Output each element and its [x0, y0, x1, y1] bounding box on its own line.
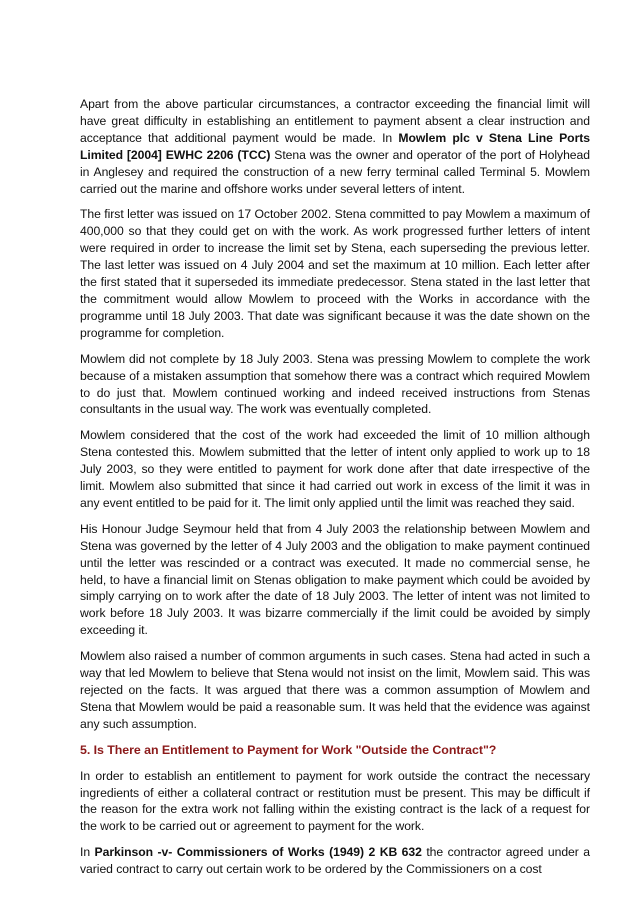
case-citation: Mowlem plc v Stena Line Ports Limited [2004] EWHC 2206 (TCC) [80, 130, 591, 162]
paragraph-completion: Mowlem did not complete by 18 July 2003. Stena was pressing Mowlem to complete the work because of a mistaken assumption that somehow there was a contract which required Mowlem to do just that. Mowlem continued working and indeed received instructions from Stenas consultants in the usual way. The work was eventually completed. [80, 351, 590, 417]
paragraph-first-letter: The first letter was issued on 17 October 2002. Stena committed to pay Mowlem a maximum of 400,000 so that they could get on with the work. As work progressed further letters of intent were required in order to increase the limit set by Stena, each superseding the previous letter. The last letter was issued on 4 July 2004 and set the maximum at 10 million. Each letter after the first stated that it superseded its immediate predecessor. Stena stated in the last letter that the commitment would allow Mowlem to proceed with the Works in accordance with the programme until 18 July 2003. That date was significant because it was the date shown on the programme for completion. [80, 207, 590, 340]
paragraph-judgment: His Honour Judge Seymour held that from 4 July 2003 the relationship between Mowlem and Stena was governed by the letter of 4 July 2003 and the obligation to make payment continued until the letter was rescinded or a contract was executed. It made no commercial sense, he held, to have a financial limit on Stenas obligation to make payment which could be avoided by simply carrying on to work after the date of 18 July 2003. The letter of intent was not limited to work before 18 July 2003. It was bizarre commercially if the limit could be avoided by simply exceeding it. [80, 521, 590, 638]
paragraph-common-arguments: Mowlem also raised a number of common arguments in such cases. Stena had acted in such a way that led Mowlem to believe that Stena would not insist on the limit, Mowlem said. This was rejected on the facts. It was argued that there was a common assumption of Mowlem and Stena that Mowlem would be paid a reasonable sum. It was held that the evidence was against any such assumption. [80, 649, 590, 731]
paragraph-text: the contractor agreed under a varied contract to carry out certain work to be ordered by the Commissioners on a cost [80, 845, 590, 877]
section-heading: 5. Is There an Entitlement to Payment for Work "Outside the Contract"? [80, 742, 497, 757]
paragraph-cost-limit: Mowlem considered that the cost of the work had exceeded the limit of 10 million although Stena contested this. Mowlem submitted that the letter of intent only applied to work up to 18 July 2003, so they were entitled to payment for work done after that date irrespective of the limit. Mowlem also submitted that since it had carried out work in excess of the limit it was in any event entitled to be paid for it. The limit only applied until the limit was reached they said. [80, 428, 590, 510]
document-page [80, 96, 590, 887]
case-citation: Parkinson -v- Commissioners of Works (1949) 2 KB 632 [94, 845, 422, 860]
paragraph-text: In [80, 845, 95, 860]
paragraph-text: Apart from the above particular circumstances, a contractor exceeding the financial limit will have great difficulty in establishing an entitlement to payment absent a clear instruction and acceptance that additional payment would be made. In [80, 97, 590, 145]
paragraph-text: Stena was the owner and operator of the port of Holyhead in Anglesey and required the construction of a new ferry terminal called Terminal 5. Mowlem carried out the marine and offshore works under several letters of intent. [80, 147, 590, 196]
paragraph-parkinson [80, 844, 590, 878]
paragraph-mowlem-intro [80, 96, 590, 197]
paragraph-outside-contract: In order to establish an entitlement to payment for work outside the contract the necessary ingredients of either a collateral contract or restitution must be present. This may be difficult if the reason for the extra work not falling within the existing contract is the lack of a request for the work to be carried out or agreement to payment for the work. [80, 768, 590, 834]
